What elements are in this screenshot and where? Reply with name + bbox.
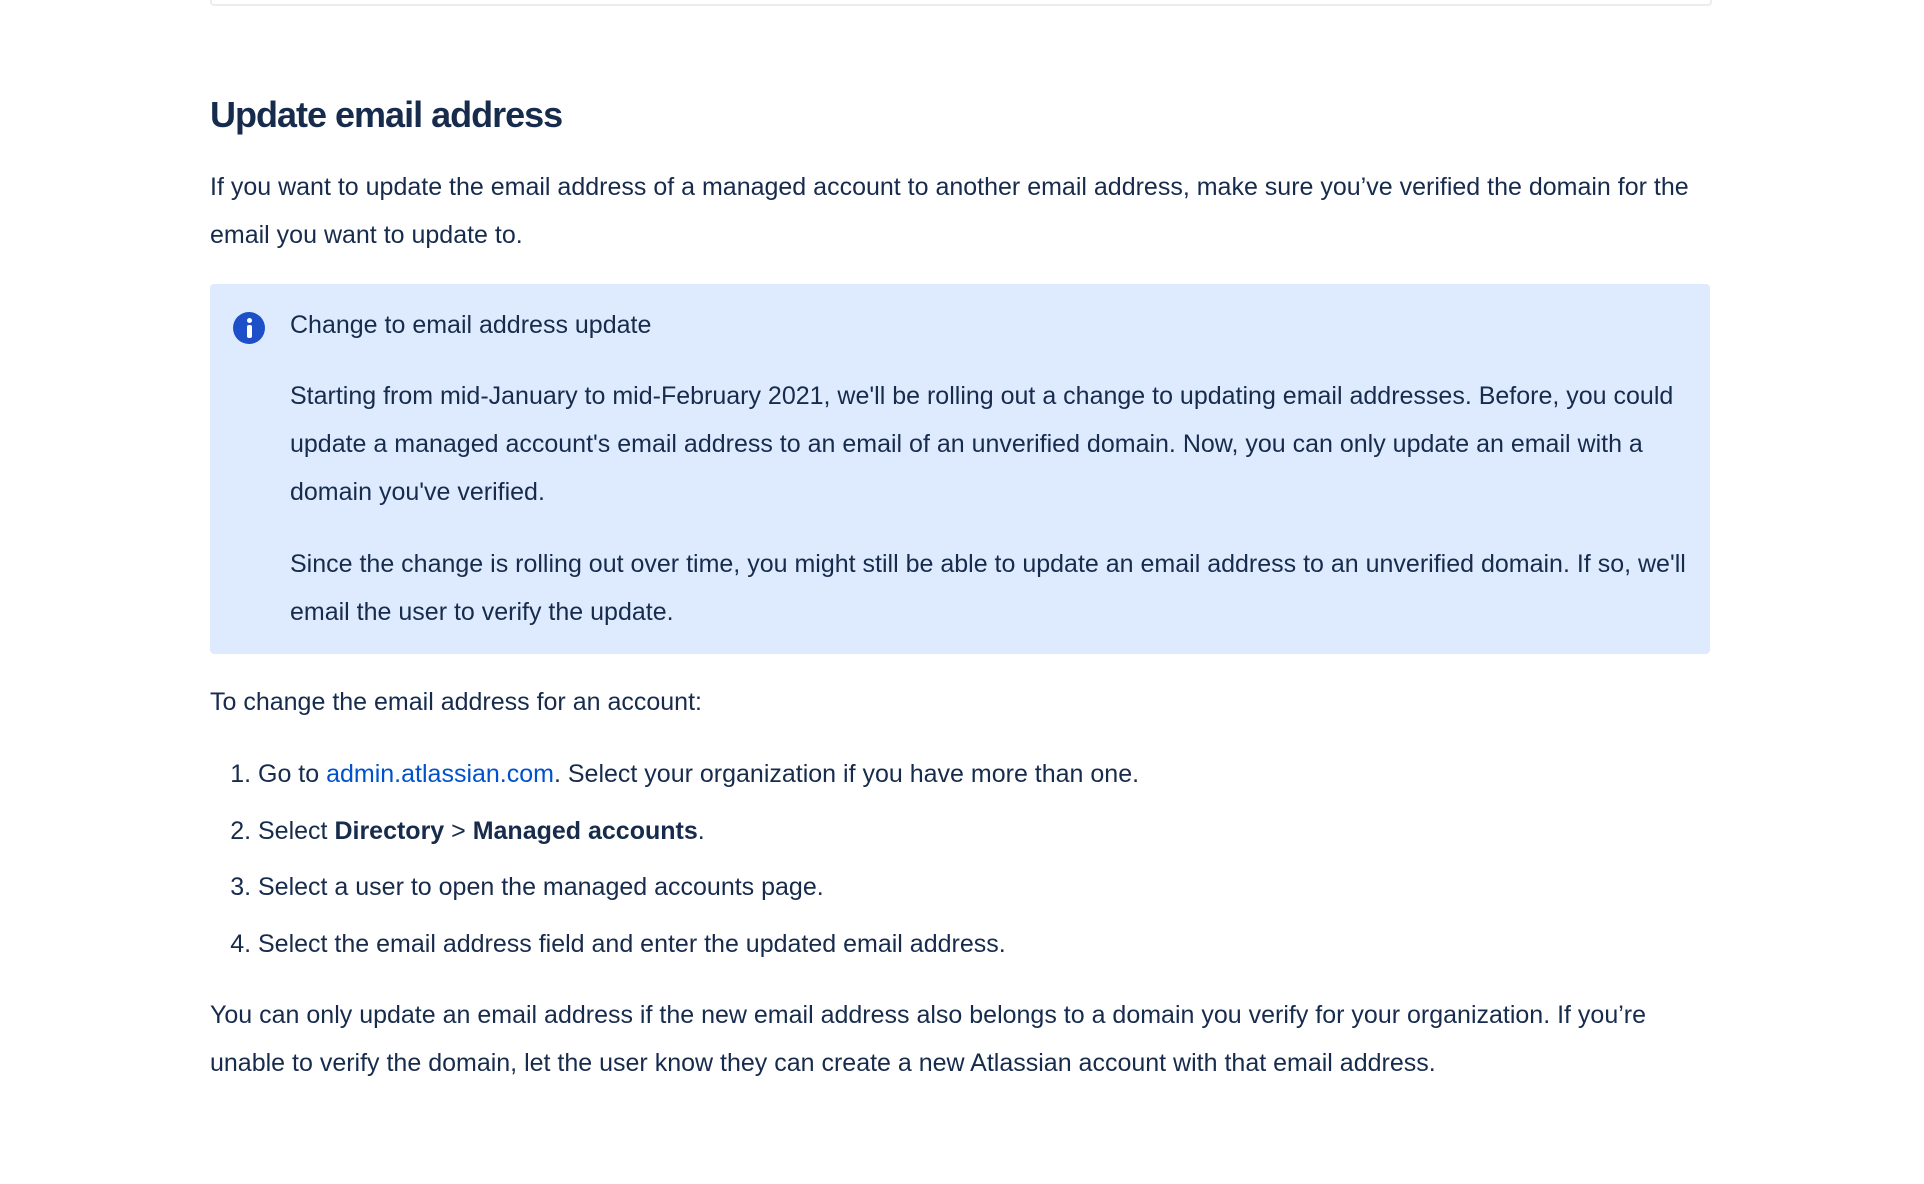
- ui-label-managed-accounts: Managed accounts: [472, 816, 698, 845]
- step-text: Go to: [258, 760, 327, 788]
- list-item: [258, 807, 1139, 855]
- separator: >: [444, 816, 473, 845]
- info-panel-title: Change to email address update: [290, 311, 652, 339]
- list-item: [258, 750, 1139, 798]
- info-panel-paragraph: Since the change is rolling out over time, you might still be able to update an email address to an unverified domain. If so, we'll email the user to verify the update.: [290, 550, 1686, 626]
- info-icon: [233, 312, 265, 344]
- list-item: 4. Select the email address field and enter the updated email address.: [258, 920, 1139, 968]
- intro-paragraph: If you want to update the email address of a managed account to another email address, make sure you’ve verified the domain for the email you want to update to.: [210, 173, 1689, 249]
- step-text: . Select your organization if you have more than one.: [553, 760, 1140, 788]
- previous-content-card: [210, 0, 1712, 6]
- steps-list: [210, 750, 1139, 976]
- step-text: .: [697, 816, 705, 845]
- steps-lead: To change the email address for an account:: [210, 688, 702, 716]
- outro-paragraph: You can only update an email address if the new email address also belongs to a domain you verify for your organization. If you’re unable to verify the domain, let the user know they can create a new Atlassian account with that email address.: [210, 1001, 1647, 1077]
- ui-label-directory: Directory: [334, 816, 445, 845]
- info-panel: [210, 284, 1710, 654]
- admin-link[interactable]: admin.atlassian.com: [326, 760, 554, 788]
- list-item: 3. Select a user to open the managed accounts page.: [258, 863, 1139, 911]
- section-heading: Update email address: [210, 94, 563, 135]
- info-panel-paragraph: Starting from mid-January to mid-February 2021, we'll be rolling out a change to updating email addresses. Before, you could update a managed account's email address to an email of an unverified domain. Now, you can only update an email with a domain you've verified.: [290, 382, 1674, 506]
- step-text: Select: [258, 816, 335, 845]
